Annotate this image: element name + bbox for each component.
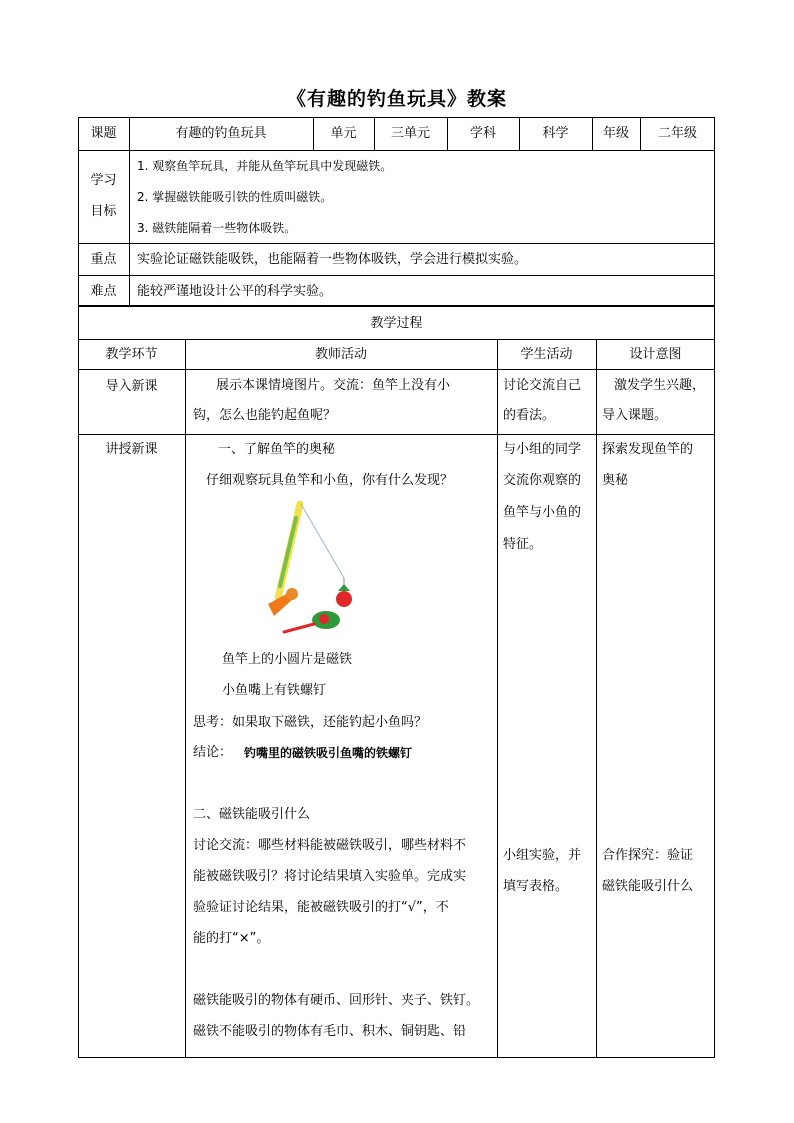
difficulty-label: 难点 bbox=[90, 284, 117, 299]
intent-2-line-2: 磁铁能吸引什么 bbox=[602, 879, 694, 894]
discuss-line-3: 验验证讨论结果，能被磁铁吸引的打“√”，不 bbox=[193, 900, 449, 915]
student-obs-line-1: 与小组的同学 bbox=[503, 442, 582, 457]
grade-label: 年级 bbox=[602, 126, 629, 141]
intent-2-line-1: 合作探究：验证 bbox=[602, 848, 694, 863]
discuss-line-4: 能的打“×”。 bbox=[193, 931, 270, 946]
key-point-label: 重点 bbox=[90, 252, 117, 267]
difficulty-text: 能较严谨地设计公平的科学实验。 bbox=[137, 284, 333, 299]
document-title: 《有趣的钓鱼玩具》教案 bbox=[286, 88, 507, 110]
intro-intent-line-1: 激发学生兴趣， bbox=[614, 378, 706, 393]
student-exp-line-2: 填写表格。 bbox=[503, 879, 569, 894]
result-line-1: 磁铁能吸引的物体有硬币、回形针、夹子、铁钉。 bbox=[193, 993, 480, 1008]
conclusion-label: 结论： bbox=[193, 745, 233, 760]
intro-teacher-line-1: 展示本课情境图片。交流：鱼竿上没有小 bbox=[216, 378, 451, 393]
section-1-question: 仔细观察玩具鱼竿和小鱼，你有什么发现？ bbox=[206, 473, 454, 488]
key-point-text: 实验论证磁铁能吸铁，也能隔着一些物体吸铁，学会进行模拟实验。 bbox=[137, 252, 528, 267]
conclusion-text: 钓嘴里的磁铁吸引鱼嘴的铁螺钉 bbox=[244, 746, 413, 760]
topic-label: 课题 bbox=[90, 126, 117, 141]
student-exp-line-1: 小组实验，并 bbox=[503, 848, 582, 863]
goals-label-1: 学习 bbox=[90, 173, 117, 188]
result-line-2: 磁铁不能吸引的物体有毛巾、积木、铜钥匙、铅 bbox=[193, 1024, 467, 1039]
intro-student-line-2: 的看法。 bbox=[503, 408, 556, 423]
intro-student-line-1: 讨论交流自己 bbox=[503, 378, 582, 393]
discuss-line-1: 讨论交流：哪些材料能被磁铁吸引，哪些材料不 bbox=[193, 838, 467, 853]
unit-value: 三单元 bbox=[390, 126, 430, 141]
student-obs-line-3: 鱼竿与小鱼的 bbox=[503, 505, 582, 520]
student-obs-line-2: 交流你观察的 bbox=[503, 473, 582, 488]
intro-intent-line-2: 导入课题。 bbox=[602, 408, 668, 423]
intent-1-line-2: 奥秘 bbox=[602, 473, 629, 488]
section-1-title: 一、了解鱼竿的奥秘 bbox=[218, 442, 336, 457]
col-teacher: 教师活动 bbox=[314, 347, 367, 362]
goals-label-2: 目标 bbox=[90, 204, 117, 219]
subject-value: 科学 bbox=[542, 126, 569, 141]
finding-1: 鱼竿上的小圆片是磁铁 bbox=[222, 652, 353, 667]
col-student: 学生活动 bbox=[520, 347, 573, 362]
section-2-title: 二、磁铁能吸引什么 bbox=[193, 807, 311, 822]
info-table bbox=[78, 117, 715, 306]
intent-1-line-1: 探索发现鱼竿的 bbox=[602, 442, 694, 457]
goal-item-1: 1. 观察鱼竿玩具，并能从鱼竿玩具中发现磁铁。 bbox=[137, 159, 393, 173]
grade-value: 二年级 bbox=[657, 126, 697, 141]
discuss-line-2: 能被磁铁吸引？将讨论结果填入实验单。完成实 bbox=[193, 869, 467, 884]
unit-label: 单元 bbox=[330, 126, 357, 141]
goal-item-2: 2. 掌握磁铁能吸引铁的性质叫磁铁。 bbox=[137, 190, 333, 204]
goal-item-3: 3. 磁铁能隔着一些物体吸铁。 bbox=[137, 221, 297, 235]
fishing-toy-image bbox=[240, 500, 370, 640]
process-title: 教学过程 bbox=[370, 316, 423, 331]
new-stage: 讲授新课 bbox=[105, 442, 158, 457]
topic-value: 有趣的钓鱼玩具 bbox=[175, 126, 267, 141]
intro-teacher-line-2: 钩，怎么也能钓起鱼呢？ bbox=[193, 408, 337, 423]
finding-2: 小鱼嘴上有铁螺钉 bbox=[222, 683, 327, 698]
col-intent: 设计意图 bbox=[629, 347, 682, 362]
intro-stage: 导入新课 bbox=[105, 379, 158, 394]
col-stage: 教学环节 bbox=[105, 347, 158, 362]
think-question: 思考：如果取下磁铁，还能钓起小鱼吗？ bbox=[193, 715, 428, 730]
student-obs-line-4: 特征。 bbox=[503, 537, 543, 552]
subject-label: 学科 bbox=[469, 126, 496, 141]
